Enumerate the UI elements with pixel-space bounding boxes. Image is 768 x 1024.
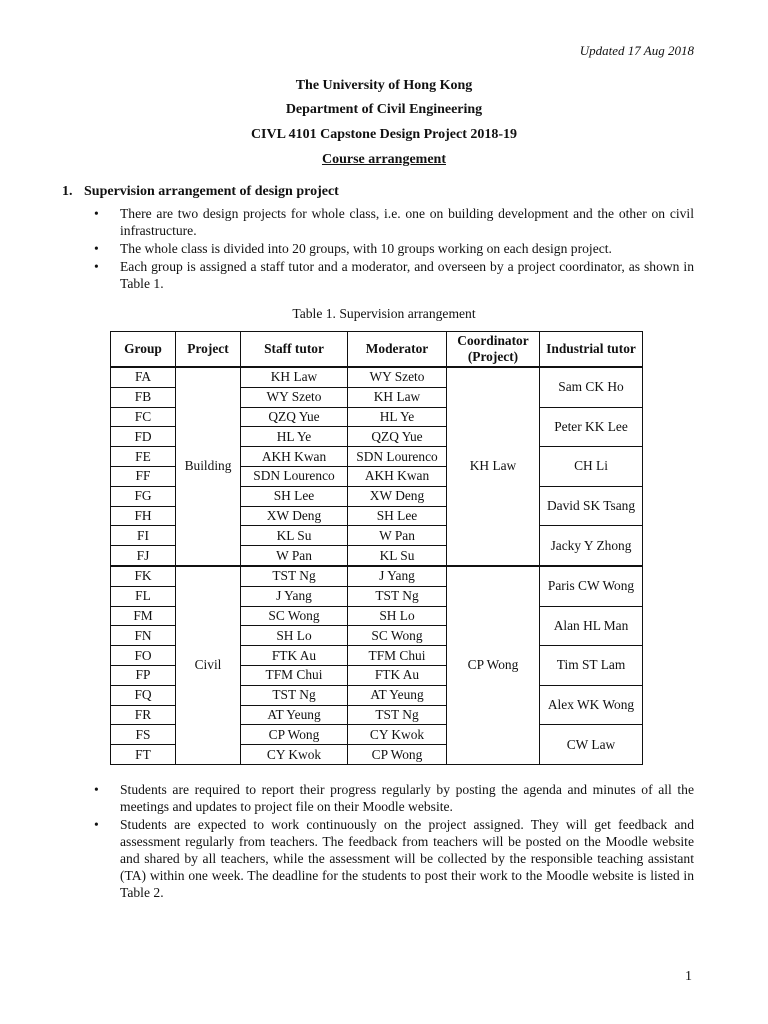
industrial-tutor-cell: Paris CW Wong bbox=[540, 566, 643, 606]
table-caption: Table 1. Supervision arrangement bbox=[292, 306, 476, 321]
moderator-cell: SDN Lourenco bbox=[348, 447, 447, 467]
section1-bullet-list bbox=[94, 205, 694, 293]
group-cell: FO bbox=[111, 646, 176, 666]
staff-tutor-cell: SDN Lourenco bbox=[241, 466, 348, 486]
moderator-cell: AKH Kwan bbox=[348, 466, 447, 486]
industrial-tutor-cell: Alex WK Wong bbox=[540, 685, 643, 725]
industrial-tutor-cell: Peter KK Lee bbox=[540, 407, 643, 447]
group-cell: FB bbox=[111, 387, 176, 407]
group-cell: FK bbox=[111, 566, 176, 586]
bullet-item bbox=[94, 205, 694, 239]
industrial-tutor-cell: Alan HL Man bbox=[540, 606, 643, 646]
group-cell: FT bbox=[111, 745, 176, 765]
moderator-cell: AT Yeung bbox=[348, 685, 447, 705]
group-cell: FQ bbox=[111, 685, 176, 705]
moderator-cell: SC Wong bbox=[348, 626, 447, 646]
staff-tutor-cell: SC Wong bbox=[241, 606, 348, 626]
header-project: Project bbox=[176, 332, 241, 368]
industrial-tutor-cell: David SK Tsang bbox=[540, 486, 643, 526]
section-heading bbox=[62, 184, 339, 200]
table-row bbox=[111, 566, 643, 586]
industrial-tutor-cell: Tim ST Lam bbox=[540, 646, 643, 686]
bullet-icon: • bbox=[94, 206, 99, 221]
staff-tutor-cell: AKH Kwan bbox=[241, 447, 348, 467]
bullet-text: There are two design projects for whole class, i.e. one on building development and the other on civil infrastructure. bbox=[120, 206, 694, 238]
coordinator-cell: KH Law bbox=[447, 367, 540, 566]
staff-tutor-cell: TFM Chui bbox=[241, 665, 348, 685]
moderator-cell: CY Kwok bbox=[348, 725, 447, 745]
page-number: 1 bbox=[685, 969, 692, 984]
staff-tutor-cell: QZQ Yue bbox=[241, 407, 348, 427]
staff-tutor-cell: FTK Au bbox=[241, 646, 348, 666]
moderator-cell: HL Ye bbox=[348, 407, 447, 427]
moderator-cell: TST Ng bbox=[348, 705, 447, 725]
updated-date: Updated 17 Aug 2018 bbox=[579, 43, 694, 58]
group-cell: FC bbox=[111, 407, 176, 427]
staff-tutor-cell: AT Yeung bbox=[241, 705, 348, 725]
group-cell: FD bbox=[111, 427, 176, 447]
coordinator-cell: CP Wong bbox=[447, 566, 540, 764]
industrial-tutor-cell: Jacky Y Zhong bbox=[540, 526, 643, 566]
header-moderator: Moderator bbox=[348, 332, 447, 368]
group-cell: FA bbox=[111, 367, 176, 387]
staff-tutor-cell: TST Ng bbox=[241, 566, 348, 586]
group-cell: FI bbox=[111, 526, 176, 546]
staff-tutor-cell: CY Kwok bbox=[241, 745, 348, 765]
bullet-text: Each group is assigned a staff tutor and a moderator, and overseen by a project coordinator, as shown in Table 1. bbox=[120, 259, 694, 291]
group-cell: FL bbox=[111, 586, 176, 606]
moderator-cell: J Yang bbox=[348, 566, 447, 586]
department-title: Department of Civil Engineering bbox=[285, 102, 483, 117]
project-cell: Civil bbox=[176, 566, 241, 764]
bullet-item bbox=[94, 258, 694, 292]
bullet-icon: • bbox=[94, 782, 99, 797]
group-cell: FE bbox=[111, 447, 176, 467]
staff-tutor-cell: XW Deng bbox=[241, 506, 348, 526]
moderator-cell: XW Deng bbox=[348, 486, 447, 506]
moderator-cell: WY Szeto bbox=[348, 367, 447, 387]
project-cell: Building bbox=[176, 367, 241, 566]
industrial-tutor-cell: CW Law bbox=[540, 725, 643, 765]
moderator-cell: KH Law bbox=[348, 387, 447, 407]
staff-tutor-cell: HL Ye bbox=[241, 427, 348, 447]
staff-tutor-cell: SH Lo bbox=[241, 626, 348, 646]
industrial-tutor-cell: Sam CK Ho bbox=[540, 367, 643, 407]
moderator-cell: TST Ng bbox=[348, 586, 447, 606]
moderator-cell: TFM Chui bbox=[348, 646, 447, 666]
group-cell: FN bbox=[111, 626, 176, 646]
group-cell: FF bbox=[111, 466, 176, 486]
bullet-icon: • bbox=[94, 241, 99, 256]
bullet-text: Students are expected to work continuously on the project assigned. They will get feedback and assessment regularly from teachers. The feedback from teachers will be posted on the Moodle website and shared by all teachers, while the assessment will be collected by the responsible teaching assistant (TA) within one week. The deadline for the students to post their work to the Moodle website is listed in Table 2. bbox=[120, 817, 694, 900]
bullet-item bbox=[94, 781, 694, 815]
moderator-cell: FTK Au bbox=[348, 665, 447, 685]
moderator-cell: SH Lo bbox=[348, 606, 447, 626]
bullet-text: The whole class is divided into 20 groups, with 10 groups working on each design project. bbox=[120, 241, 612, 256]
staff-tutor-cell: TST Ng bbox=[241, 685, 348, 705]
bullet-item bbox=[94, 816, 694, 901]
header-industrial-tutor: Industrial tutor bbox=[540, 332, 643, 368]
staff-tutor-cell: KL Su bbox=[241, 526, 348, 546]
group-cell: FR bbox=[111, 705, 176, 725]
group-cell: FG bbox=[111, 486, 176, 506]
header-group: Group bbox=[111, 332, 176, 368]
group-cell: FS bbox=[111, 725, 176, 745]
table-row bbox=[111, 367, 643, 387]
supervision-table bbox=[110, 331, 643, 765]
moderator-cell: SH Lee bbox=[348, 506, 447, 526]
section-number: 1. bbox=[62, 184, 73, 199]
progress-bullet-list bbox=[94, 781, 694, 902]
staff-tutor-cell: SH Lee bbox=[241, 486, 348, 506]
header-coordinator: Coordinator (Project) bbox=[447, 332, 540, 368]
university-title: The University of Hong Kong bbox=[295, 78, 473, 93]
staff-tutor-cell: W Pan bbox=[241, 546, 348, 566]
bullet-text: Students are required to report their progress regularly by posting the agenda and minutes of all the meetings and updates to project file on their Moodle website. bbox=[120, 782, 694, 814]
staff-tutor-cell: KH Law bbox=[241, 367, 348, 387]
bullet-item bbox=[94, 240, 694, 257]
group-cell: FJ bbox=[111, 546, 176, 566]
course-arrangement-heading: Course arrangement bbox=[321, 152, 447, 167]
group-cell: FH bbox=[111, 506, 176, 526]
staff-tutor-cell: J Yang bbox=[241, 586, 348, 606]
section-title: Supervision arrangement of design project bbox=[84, 184, 339, 199]
moderator-cell: W Pan bbox=[348, 526, 447, 546]
bullet-icon: • bbox=[94, 259, 99, 274]
moderator-cell: CP Wong bbox=[348, 745, 447, 765]
moderator-cell: QZQ Yue bbox=[348, 427, 447, 447]
staff-tutor-cell: CP Wong bbox=[241, 725, 348, 745]
group-cell: FP bbox=[111, 665, 176, 685]
header-staff-tutor: Staff tutor bbox=[241, 332, 348, 368]
bullet-icon: • bbox=[94, 817, 99, 832]
moderator-cell: KL Su bbox=[348, 546, 447, 566]
table-header-row bbox=[111, 332, 643, 368]
course-title: CIVL 4101 Capstone Design Project 2018-19 bbox=[250, 127, 518, 142]
industrial-tutor-cell: CH Li bbox=[540, 447, 643, 487]
group-cell: FM bbox=[111, 606, 176, 626]
staff-tutor-cell: WY Szeto bbox=[241, 387, 348, 407]
